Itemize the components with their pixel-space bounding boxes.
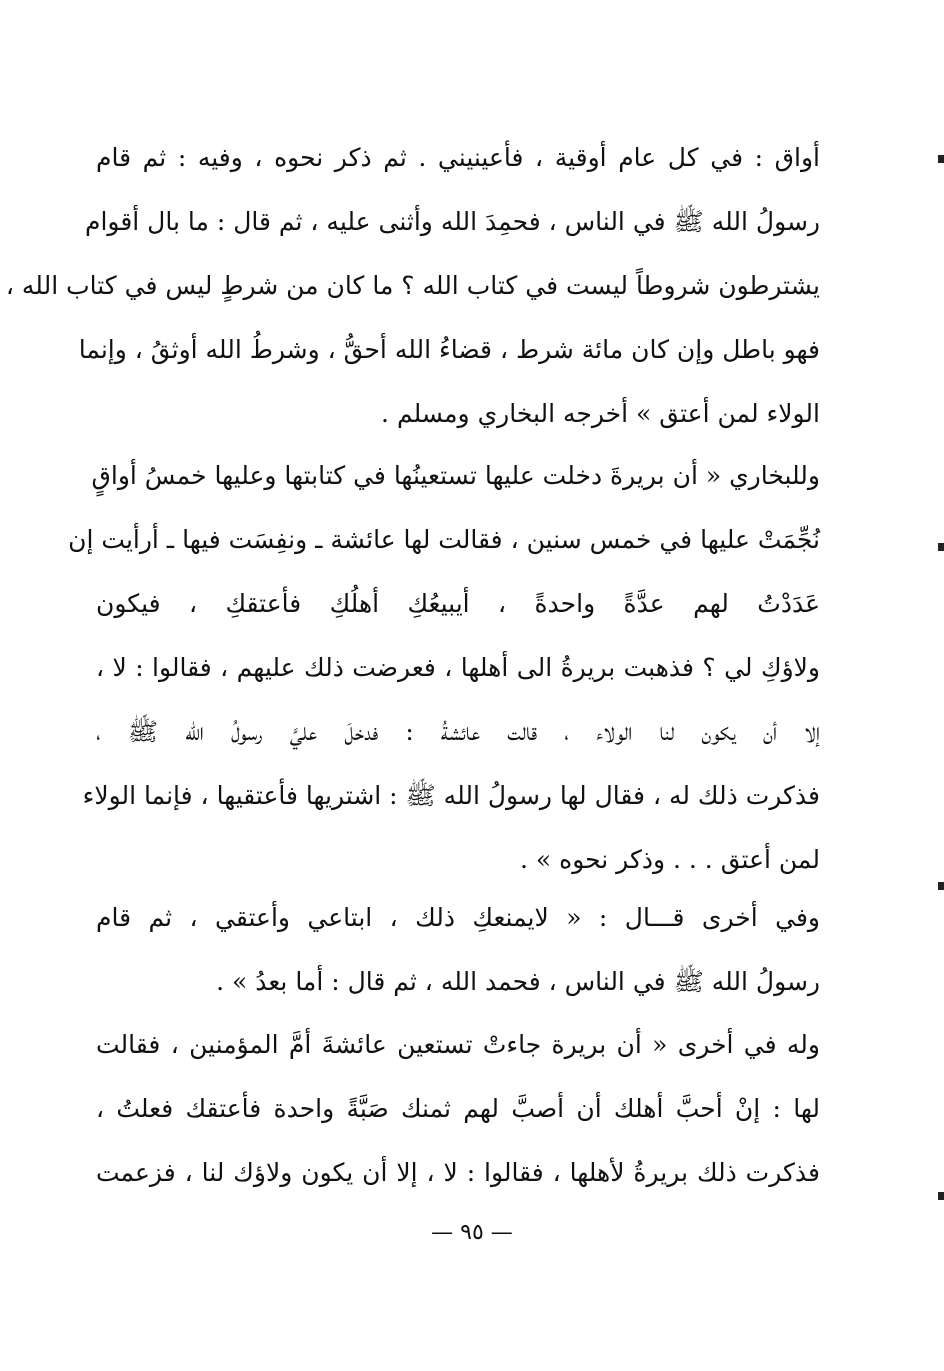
scan-edge-mark xyxy=(938,882,944,890)
text-line: يشترطون شروطاً ليست في كتاب الله ؟ ما كان من شرطٍ ليس في كتاب الله ، xyxy=(5,271,820,300)
text-line: وفي أخرى قـــال : « لايمنعكِ ذلك ، ابتاعي وأعتقي ، ثم قام xyxy=(96,903,820,932)
paragraph-1 xyxy=(5,126,820,446)
text-line: ولاؤكِ لي ؟ فذهبت بريرةُ الى أهلها ، فعرضت ذلك عليهم ، فقالوا : لا ، xyxy=(96,653,820,682)
text-line: الولاء لمن أعتق » أخرجه البخاري ومسلم . xyxy=(381,399,820,428)
scan-edge-mark xyxy=(938,1192,944,1200)
text-line: رسولُ الله ﷺ في الناس ، فحمد الله ، ثم قال : أما بعدُ » . xyxy=(216,967,820,996)
paragraph-2 xyxy=(68,444,820,892)
text-line: نُجِّمَتْ عليها في خمس سنين ، فقالت لها عائشة ـ ونفِسَت فيها ـ أرأيت إن xyxy=(68,525,820,554)
text-line: فهو باطل وإن كان مائة شرط ، قضاءُ الله أحقُّ ، وشرطُ الله أوثقُ ، وإنما xyxy=(78,335,820,364)
text-line: لها : إنْ أحبَّ أهلك أن أصبَّ لهم ثمنك صَبَّةً واحدة فأعتقك فعلتُ ، xyxy=(96,1094,820,1123)
page-number: — ٩٥ — xyxy=(431,1220,513,1245)
text-line: عَدَدْتُ لهم عدَّةً واحدةً ، أيبيعُكِ أهلُكِ فأعتقكِ ، فيكون xyxy=(96,589,820,618)
text-line: وللبخاري « أن بريرةَ دخلت عليها تستعينُها في كتابتها وعليها خمسُ أواقٍ xyxy=(91,461,820,490)
text-line: فذكرت ذلك له ، فقال لها رسولُ الله ﷺ : اشتريها فأعتقيها ، فإنما الولاء xyxy=(82,781,820,810)
text-line: أواق : في كل عام أوقية ، فأعينيني . ثم ذكر نحوه ، وفيه : ثم قام xyxy=(96,143,820,172)
scan-edge-mark xyxy=(938,543,944,551)
paragraph-4 xyxy=(96,1013,820,1205)
text-line: فذكرت ذلك بريرةُ لأهلها ، فقالوا : لا ، إلا أن يكون ولاؤك لنا ، فزعمت xyxy=(96,1158,820,1187)
paragraph-3 xyxy=(96,886,820,1014)
text-line: إلا أن يكون لنا الولاء ، قالت عائشةُ : فدخلَ عليَّ رسولُ الله ﷺ ، xyxy=(96,717,820,746)
text-line: رسولُ الله ﷺ في الناس ، فحمِدَ الله وأثنى عليه ، ثم قال : ما بال أقوام xyxy=(85,207,820,236)
text-line: لمن أعتق . . . وذكر نحوه » . xyxy=(519,845,820,874)
text-line: وله في أخرى « أن بريرة جاءتْ تستعين عائشةَ أمَّ المؤمنين ، فقالت xyxy=(96,1030,820,1059)
scan-edge-mark xyxy=(938,155,944,163)
